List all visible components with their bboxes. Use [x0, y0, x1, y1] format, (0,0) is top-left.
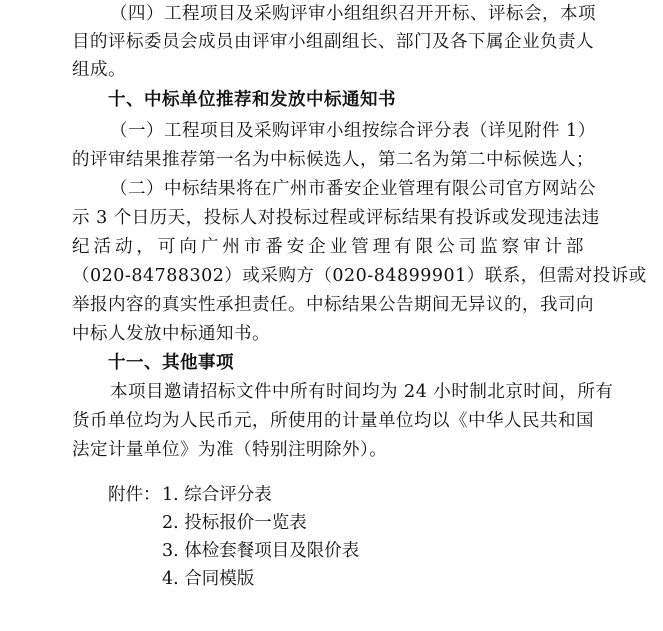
paragraph-line: （020-84788302）或采购方（020-84899901）联系，但需对投诉或 — [72, 266, 647, 286]
paragraph-line: （一）工程项目及采购评审小组按综合评分表（详见附件 1） — [110, 121, 596, 141]
paragraph-line: 本项目邀请招标文件中所有时间均为 24 小时制北京时间，所有 — [110, 382, 614, 402]
paragraph-line: （四）工程项目及采购评审小组组织召开开标、评标会，本项 — [110, 4, 596, 24]
attachment-item: 2. 投标报价一览表 — [162, 513, 307, 533]
section-heading: 十、中标单位推荐和发放中标通知书 — [108, 90, 396, 110]
paragraph-line: 的评审结果推荐第一名为中标候选人，第二名为第二中标候选人； — [72, 150, 594, 170]
paragraph-line: 法定计量单位》为准（特别注明除外）。 — [72, 440, 388, 460]
section-heading: 十一、其他事项 — [108, 353, 234, 373]
paragraph-line: 目的评标委员会成员由评审小组副组长、部门及各下属企业负责人 — [72, 32, 594, 52]
paragraph-line: 纪活动，可向广州市番安企业管理有限公司监察审计部 — [72, 237, 584, 257]
attachment-item: 1. 综合评分表 — [162, 485, 272, 505]
paragraph-line: 货币单位均为人民币元，所使用的计量单位均以《中华人民共和国 — [72, 411, 594, 431]
paragraph-line: 举报内容的真实性承担责任。中标结果公告期间无异议的，我司向 — [72, 295, 594, 315]
paragraph-line: 示 3 个日历天，投标人对投标过程或评标结果有投诉或发现违法违 — [72, 208, 600, 228]
paragraph-line: （二）中标结果将在广州市番安企业管理有限公司官方网站公 — [110, 179, 596, 199]
paragraph-line: 组成。 — [72, 60, 126, 80]
attachment-item: 3. 体检套餐项目及限价表 — [162, 541, 360, 561]
paragraph-line: 中标人发放中标通知书。 — [72, 324, 270, 344]
attachment-item: 4. 合同模版 — [162, 569, 255, 589]
attachments-label: 附件： — [108, 485, 161, 505]
